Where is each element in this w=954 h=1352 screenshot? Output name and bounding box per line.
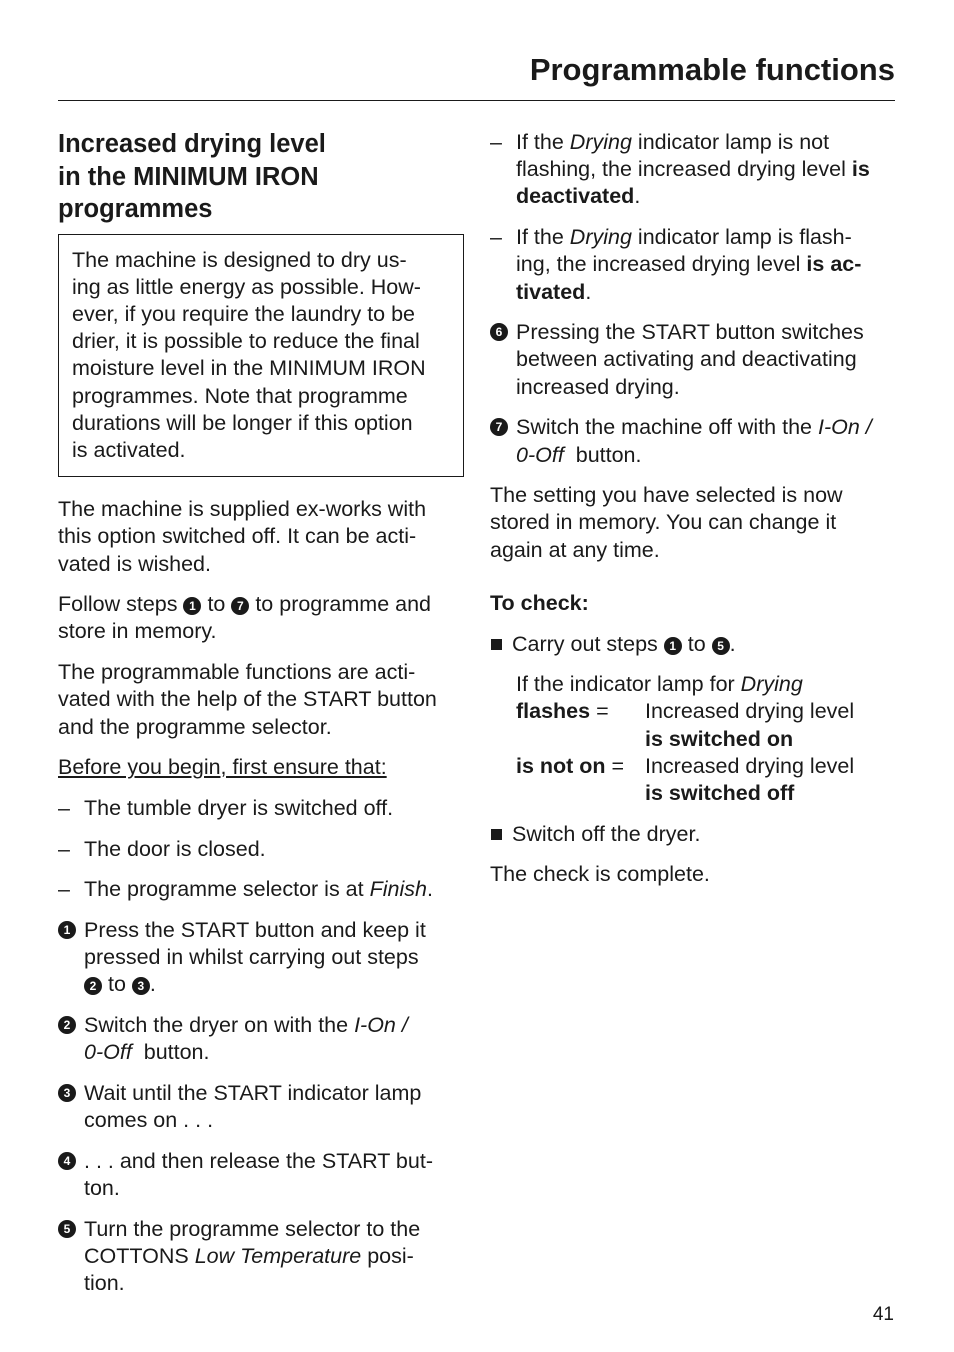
- step-text: to: [102, 972, 132, 997]
- step-text: Switch the dryer on with the: [84, 1013, 355, 1038]
- step-text: pressed in whilst carrying out steps: [84, 945, 419, 970]
- step-text: .: [149, 972, 156, 997]
- dash-item: [58, 795, 464, 822]
- text-line: The machine is supplied ex-works with: [58, 497, 427, 522]
- dash-text: indicator lamp is not: [631, 130, 830, 154]
- text-line: stored in memory. You can change it: [490, 510, 837, 535]
- result: [645, 698, 900, 752]
- step-number-icon: 5: [712, 637, 730, 655]
- step-4: [58, 1148, 464, 1202]
- step-text: COTTONS: [84, 1244, 195, 1269]
- header-divider: [58, 100, 895, 101]
- step-text: increased drying.: [516, 374, 680, 399]
- dash-text: indicator lamp is flash-: [631, 225, 852, 250]
- step-text: posi-: [361, 1244, 414, 1269]
- step-text: comes on . . .: [84, 1108, 214, 1133]
- step-number-icon: 7: [490, 418, 508, 436]
- step-text: button.: [131, 1040, 210, 1065]
- step-1: [58, 917, 464, 999]
- bullet-text: Switch off the dryer.: [512, 821, 701, 846]
- step-text-italic: Low Temperature: [194, 1244, 362, 1269]
- text: Follow steps: [58, 592, 184, 617]
- dash-text-italic: Finish: [369, 877, 427, 902]
- dash-item: [58, 836, 464, 863]
- text-italic: Drying: [740, 672, 803, 697]
- box-line: programmes. Note that programme: [72, 383, 408, 408]
- dash-item: [58, 876, 464, 903]
- dash-icon: –: [58, 836, 70, 861]
- box-line: ing as little energy as possible. How-: [72, 274, 421, 299]
- square-bullet-icon: [491, 829, 502, 840]
- step-text: . . . and then release the START but-: [84, 1148, 433, 1173]
- dash-text: The tumble dryer is switched off.: [84, 795, 394, 820]
- text: to: [201, 592, 232, 617]
- dash-text-bold: is ac-: [806, 252, 862, 277]
- step-3: [58, 1080, 464, 1134]
- step-text: ton.: [84, 1176, 120, 1201]
- step-number-icon: 1: [58, 921, 76, 939]
- before-you-begin-label: Before you begin, first ensure that:: [58, 755, 387, 780]
- condition-bold: flashes: [516, 699, 591, 724]
- box-line: drier, it is possible to reduce the final: [72, 329, 420, 354]
- text-line: vated with the help of the START button: [58, 687, 437, 712]
- box-line: The machine is designed to dry us-: [72, 247, 407, 272]
- condition: [516, 753, 645, 807]
- result-bold: is switched on: [645, 726, 794, 751]
- step-text-italic: I-On /: [817, 415, 872, 440]
- dash-text: ing, the increased drying level: [516, 252, 807, 277]
- text-line: this option switched off. It can be acti-: [58, 524, 417, 549]
- dash-icon: –: [58, 877, 70, 902]
- dash-text: If the: [516, 130, 570, 154]
- dash-text-bold: tivated: [516, 279, 586, 304]
- text-line: store in memory.: [58, 619, 217, 644]
- bullet-text: Carry out steps: [512, 631, 664, 656]
- step-7: [490, 414, 900, 468]
- paragraph-programmable: [58, 659, 464, 741]
- step-5: [58, 1216, 464, 1298]
- to-check-heading: To check:: [490, 590, 589, 615]
- text-line: The setting you have selected is now: [490, 483, 843, 508]
- result: [645, 753, 900, 807]
- dash-item: [490, 224, 900, 306]
- check-row-flashes: [516, 698, 900, 752]
- paragraph-setting-stored: [490, 482, 900, 564]
- step-text-italic: 0-Off: [84, 1040, 132, 1065]
- box-line: durations will be longer if this option: [72, 410, 413, 435]
- dash-icon: –: [58, 795, 70, 820]
- step-number-icon: 5: [58, 1220, 76, 1238]
- heading-line: in the MINIMUM IRON: [58, 162, 319, 191]
- dash-text: .: [585, 279, 592, 304]
- step-text-italic: 0-Off: [516, 442, 564, 467]
- text: to programme and: [249, 592, 432, 617]
- paragraph-supplied: [58, 496, 464, 578]
- dash-icon: –: [490, 225, 502, 250]
- step-text: Press the START button and keep it: [84, 918, 426, 943]
- right-column: [490, 129, 900, 902]
- dash-text-italic: Drying: [569, 225, 632, 250]
- page-title: Programmable functions: [529, 52, 895, 87]
- step-2: [58, 1012, 464, 1066]
- dash-text: The programme selector is at: [84, 877, 370, 902]
- step-number-icon: 3: [132, 977, 150, 995]
- step-text: between activating and deactivating: [516, 347, 857, 372]
- dash-text-bold: deactivated: [516, 184, 635, 209]
- bullet-text: .: [729, 631, 736, 656]
- dash-item: [490, 129, 900, 211]
- text-line: again at any time.: [490, 537, 660, 562]
- dash-text: flashing, the increased drying level: [516, 157, 852, 182]
- step-number-icon: 2: [58, 1016, 76, 1034]
- bullet-item: [490, 631, 900, 658]
- step-number-icon: 2: [84, 977, 102, 995]
- dash-text: .: [634, 184, 641, 209]
- condition: [516, 698, 645, 752]
- left-column: [58, 128, 464, 1311]
- result-text: Increased drying level: [645, 753, 855, 778]
- box-line: moisture level in the MINIMUM IRON: [72, 356, 426, 381]
- box-line: is activated.: [72, 437, 186, 462]
- step-text-italic: I-On /: [354, 1013, 408, 1038]
- condition-bold: is not on: [516, 753, 606, 778]
- text: If the indicator lamp for: [516, 672, 741, 697]
- step-number-icon: 6: [490, 323, 508, 341]
- step-text: Switch the machine off with the: [516, 415, 818, 440]
- step-number-icon: 3: [58, 1084, 76, 1102]
- bullet-text: to: [681, 631, 712, 656]
- text-line: and the programme selector.: [58, 714, 332, 739]
- dash-text: If the: [516, 225, 570, 250]
- step-6: [490, 319, 900, 401]
- text-line: vated is wished.: [58, 551, 211, 576]
- result-bold: is switched off: [645, 781, 795, 806]
- dash-text-italic: Drying: [569, 130, 632, 154]
- step-text: tion.: [84, 1271, 125, 1296]
- heading-line: programmes: [58, 195, 213, 223]
- step-text: button.: [563, 442, 642, 467]
- paragraph-follow-steps: [58, 591, 464, 645]
- dash-text: .: [426, 877, 433, 902]
- text-line: The programmable functions are acti-: [58, 660, 416, 685]
- step-text: Pressing the START button switches: [516, 320, 864, 345]
- bullet-item: [490, 821, 900, 848]
- dash-text-bold: is: [851, 157, 870, 182]
- step-number-icon: 7: [231, 597, 249, 615]
- page-number: 41: [872, 1304, 894, 1325]
- step-number-icon: 1: [183, 597, 201, 615]
- check-complete-text: The check is complete.: [490, 862, 710, 887]
- square-bullet-icon: [491, 639, 502, 650]
- lamp-intro: [516, 671, 900, 698]
- step-text: Turn the programme selector to the: [84, 1216, 421, 1241]
- dash-icon: –: [490, 130, 502, 154]
- step-number-icon: 4: [58, 1152, 76, 1170]
- heading-line: Increased drying level: [58, 130, 326, 158]
- dash-text: The door is closed.: [84, 836, 266, 861]
- section-heading: [58, 128, 464, 226]
- equals-sign: =: [590, 699, 609, 724]
- step-number-icon: 1: [664, 637, 682, 655]
- equals-sign: =: [605, 753, 625, 778]
- check-results: [490, 671, 900, 807]
- check-row-not-on: [516, 753, 900, 807]
- result-text: Increased drying level: [645, 699, 855, 724]
- step-text: Wait until the START indicator lamp: [84, 1081, 422, 1106]
- info-box: [58, 234, 464, 478]
- box-line: ever, if you require the laundry to be: [72, 301, 416, 326]
